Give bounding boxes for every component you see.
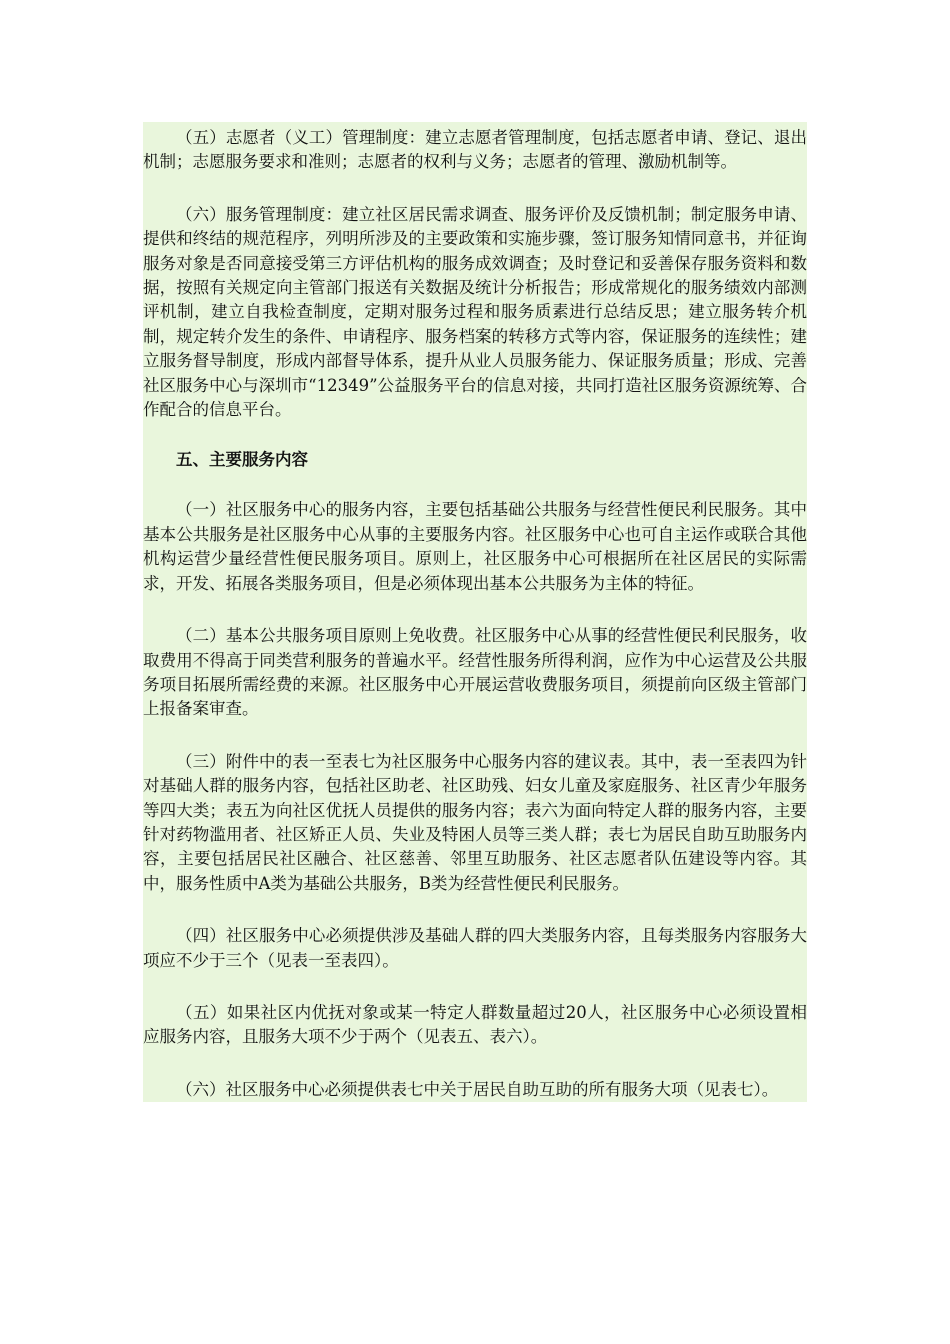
paragraph-service-content-4: （四）社区服务中心必须提供涉及基础人群的四大类服务内容，且每类服务内容服务大项应不少于三个（见表一至表四）。 [143,926,807,970]
paragraph-service-management: （六）服务管理制度：建立社区居民需求调查、服务评价及反馈机制；制定服务申请、提供和终结的规范程序，列明所涉及的主要政策和实施步骤，签订服务知情同意书，并征询服务对象是否同意接受第三方评估机构的服务成效调查；及时登记和妥善保存服务资料和数据，按照有关规定向主管部门报送有关数据及统计分析报告；形成常规化的服务绩效内部测评机制，建立自我检查制度，定期对服务过程和服务质素进行总结反思；建立服务转介机制，规定转介发生的条件、申请程序、服务档案的转移方式等内容，保证服务的连续性；建立服务督导制度，形成内部督导体系，提升从业人员服务能力、保证服务质量；形成、完善社区服务中心与深圳市“12349”公益服务平台的信息对接，共同打造社区服务资源统筹、合作配合的信息平台。 [143,204,807,420]
paragraph-volunteer-management: （五）志愿者（义工）管理制度：建立志愿者管理制度，包括志愿者申请、登记、退出机制；志愿服务要求和准则；志愿者的权利与义务；志愿者的管理、激励机制等。 [143,128,807,172]
highlighted-text-block [143,122,807,1102]
paragraph-service-content-5: （五）如果社区内优抚对象或某一特定人群数量超过20人，社区服务中心必须设置相应服务内容，且服务大项不少于两个（见表五、表六）。 [143,1002,807,1047]
paragraph-service-content-6: （六）社区服务中心必须提供表七中关于居民自助互助的所有服务大项（见表七）。 [176,1079,779,1099]
paragraph-service-content-2: （二）基本公共服务项目原则上免收费。社区服务中心从事的经营性便民利民服务，收取费用不得高于同类营利服务的普遍水平。经营性服务所得利润，应作为中心运营及公共服务项目拓展所需经费的来源。社区服务中心开展运营收费服务项目，须提前向区级主管部门上报备案审查。 [143,626,807,719]
section-heading: 五、主要服务内容 [176,450,308,470]
paragraph-service-content-1: （一）社区服务中心的服务内容，主要包括基础公共服务与经营性便民利民服务。其中基本公共服务是社区服务中心从事的主要服务内容。社区服务中心也可自主运作或联合其他机构运营少量经营性便民服务项目。原则上，社区服务中心可根据所在社区居民的实际需求，开发、拓展各类服务项目，但是必须体现出基本公共服务为主体的特征。 [143,500,807,593]
paragraph-service-content-3: （三）附件中的表一至表七为社区服务中心服务内容的建议表。其中，表一至表四为针对基础人群的服务内容，包括社区助老、社区助残、妇女儿童及家庭服务、社区青少年服务等四大类；表五为向社区优抚人员提供的服务内容；表六为面向特定人群的服务内容，主要针对药物滥用者、社区矫正人员、失业及特困人员等三类人群；表七为居民自助互助服务内容，主要包括居民社区融合、社区慈善、邻里互助服务、社区志愿者队伍建设等内容。其中，服务性质中A类为基础公共服务，B类为经营性便民利民服务。 [143,751,807,893]
